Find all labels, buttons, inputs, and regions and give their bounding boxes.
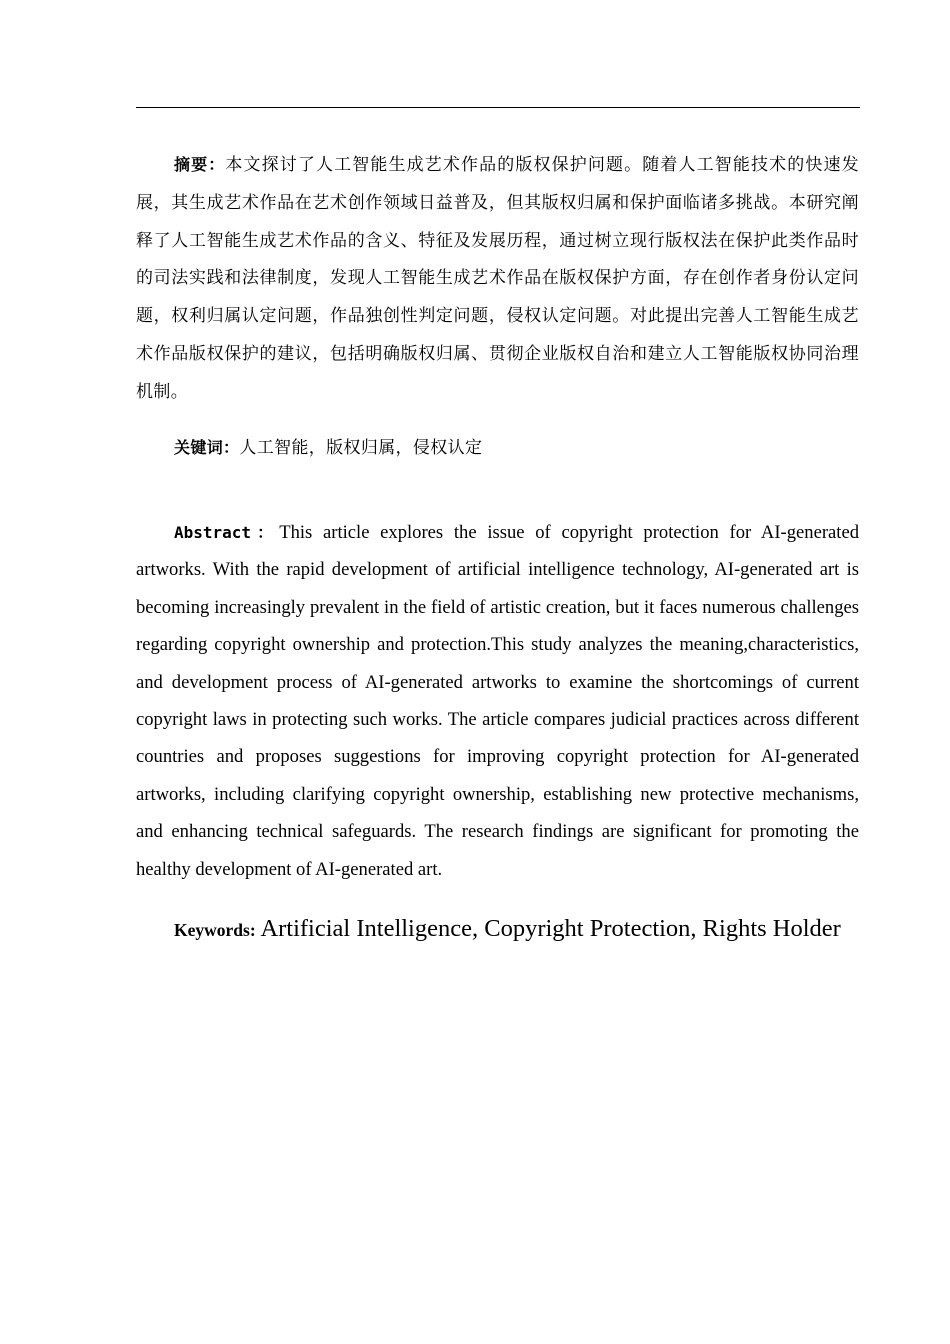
english-abstract-label: Abstract： (174, 523, 280, 542)
chinese-abstract-label: 摘要： (174, 155, 226, 174)
english-keywords-label: Keywords: (174, 920, 256, 940)
english-abstract (136, 514, 859, 888)
english-abstract-text: This article explores the issue of copyright protection for AI-generated artworks. With the rapid development of artificial intelligence technology, AI-generated art is becoming increasingly prevalent in the field of artistic creation, but it faces numerous challenges regarding copyright ownership and protection.This study analyzes the meaning,characteristics, and development process of AI-generated artworks to examine the shortcomings of current copyright laws in protecting such works. The article compares judicial practices across different countries and proposes suggestions for improving copyright protection for AI-generated artworks, including clarifying copyright ownership, establishing new protective mechanisms, and enhancing technical safeguards. The research findings are significant for promoting the healthy development of AI-generated art. (136, 522, 859, 880)
header-rule (136, 107, 860, 108)
chinese-abstract-text: 本文探讨了人工智能生成艺术作品的版权保护问题。随着人工智能技术的快速发展，其生成艺术作品在艺术创作领域日益普及，但其版权归属和保护面临诸多挑战。本研究阐释了人工智能生成艺术作品的含义、特征及发展历程，通过树立现行版权法在保护此类作品时的司法实践和法律制度，发现人工智能生成艺术作品在版权保护方面，存在创作者身份认定问题，权利归属认定问题，作品独创性判定问题，侵权认定问题。对此提出完善人工智能生成艺术作品版权保护的建议，包括明确版权归属、贯彻企业版权自治和建立人工智能版权协同治理机制。 (136, 155, 860, 402)
chinese-abstract (136, 146, 859, 412)
chinese-keywords-text: 人工智能，版权归属，侵权认定 (239, 438, 483, 458)
english-keywords-text: Artificial Intelligence, Copyright Protection, Rights Holder (260, 915, 841, 942)
english-keywords (136, 891, 859, 968)
chinese-keywords-label: 关键词： (174, 438, 240, 457)
chinese-keywords (136, 429, 859, 468)
